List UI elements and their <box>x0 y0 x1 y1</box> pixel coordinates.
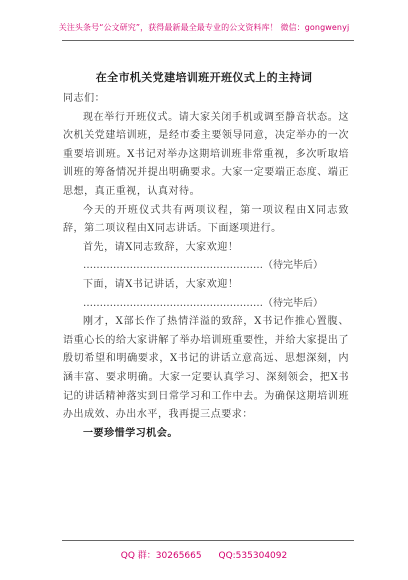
salutation: 同志们： <box>63 93 106 104</box>
placeholder-line: ………………………………………………（待完毕后） <box>83 297 323 309</box>
body-paragraph: 首先，请X同志致辞，大家欢迎！ <box>83 241 239 253</box>
placeholder-line: ………………………………………………（待完毕后） <box>83 260 323 272</box>
body-paragraph: 下面，请X书记讲话，大家欢迎！ <box>83 278 239 290</box>
body-paragraph: 现在举行开班仪式。请大家关闭手机或调至静音状态。这次机关党建培训班，是经市委主要领导同意，决定举办的一次重要培训班。X书记对举办这期培训班非常重视，多次听取培训班的筹备情况并提出明确要求。大家一定要端正态度、端正思想，真正重视，认真对待。 <box>63 111 349 197</box>
footer-qq-group: QQ 群：30265665 <box>120 551 202 561</box>
body-paragraph: 刚才，X部长作了热情洋溢的致辞，X书记作推心置腹、语重心长的给大家讲解了举办培训班重要性，并给大家提出了殷切希望和明确要求，X书记的讲话立意高远、思想深刻，内涵丰富、要求明确。大家一定要认真学习、深刻领会，把X书记的讲话精神落实到日常学习和工作中去。为确保这期培训班办出成效、办出水平，我再提三点要求： <box>63 316 349 421</box>
footer-divider <box>62 540 354 541</box>
header-divider <box>62 40 354 41</box>
body-paragraph: 今天的开班仪式共有两项议程，第一项议程由X同志致辞，第二项议程由X同志讲话。下面逐项进行。 <box>63 204 349 235</box>
footer-qq-number: QQ:535304092 <box>218 551 288 561</box>
document-title: 在全市机关党建培训班开班仪式上的主持词 <box>95 71 313 84</box>
document-body <box>63 90 349 443</box>
header-banner: 关注头条号“公文研究”，获得最新最全最专业的公文资料库！ 微信：gongwenyj <box>58 23 350 32</box>
footer-contacts <box>0 548 408 561</box>
section-heading: 一要珍惜学习机会。 <box>83 427 178 439</box>
